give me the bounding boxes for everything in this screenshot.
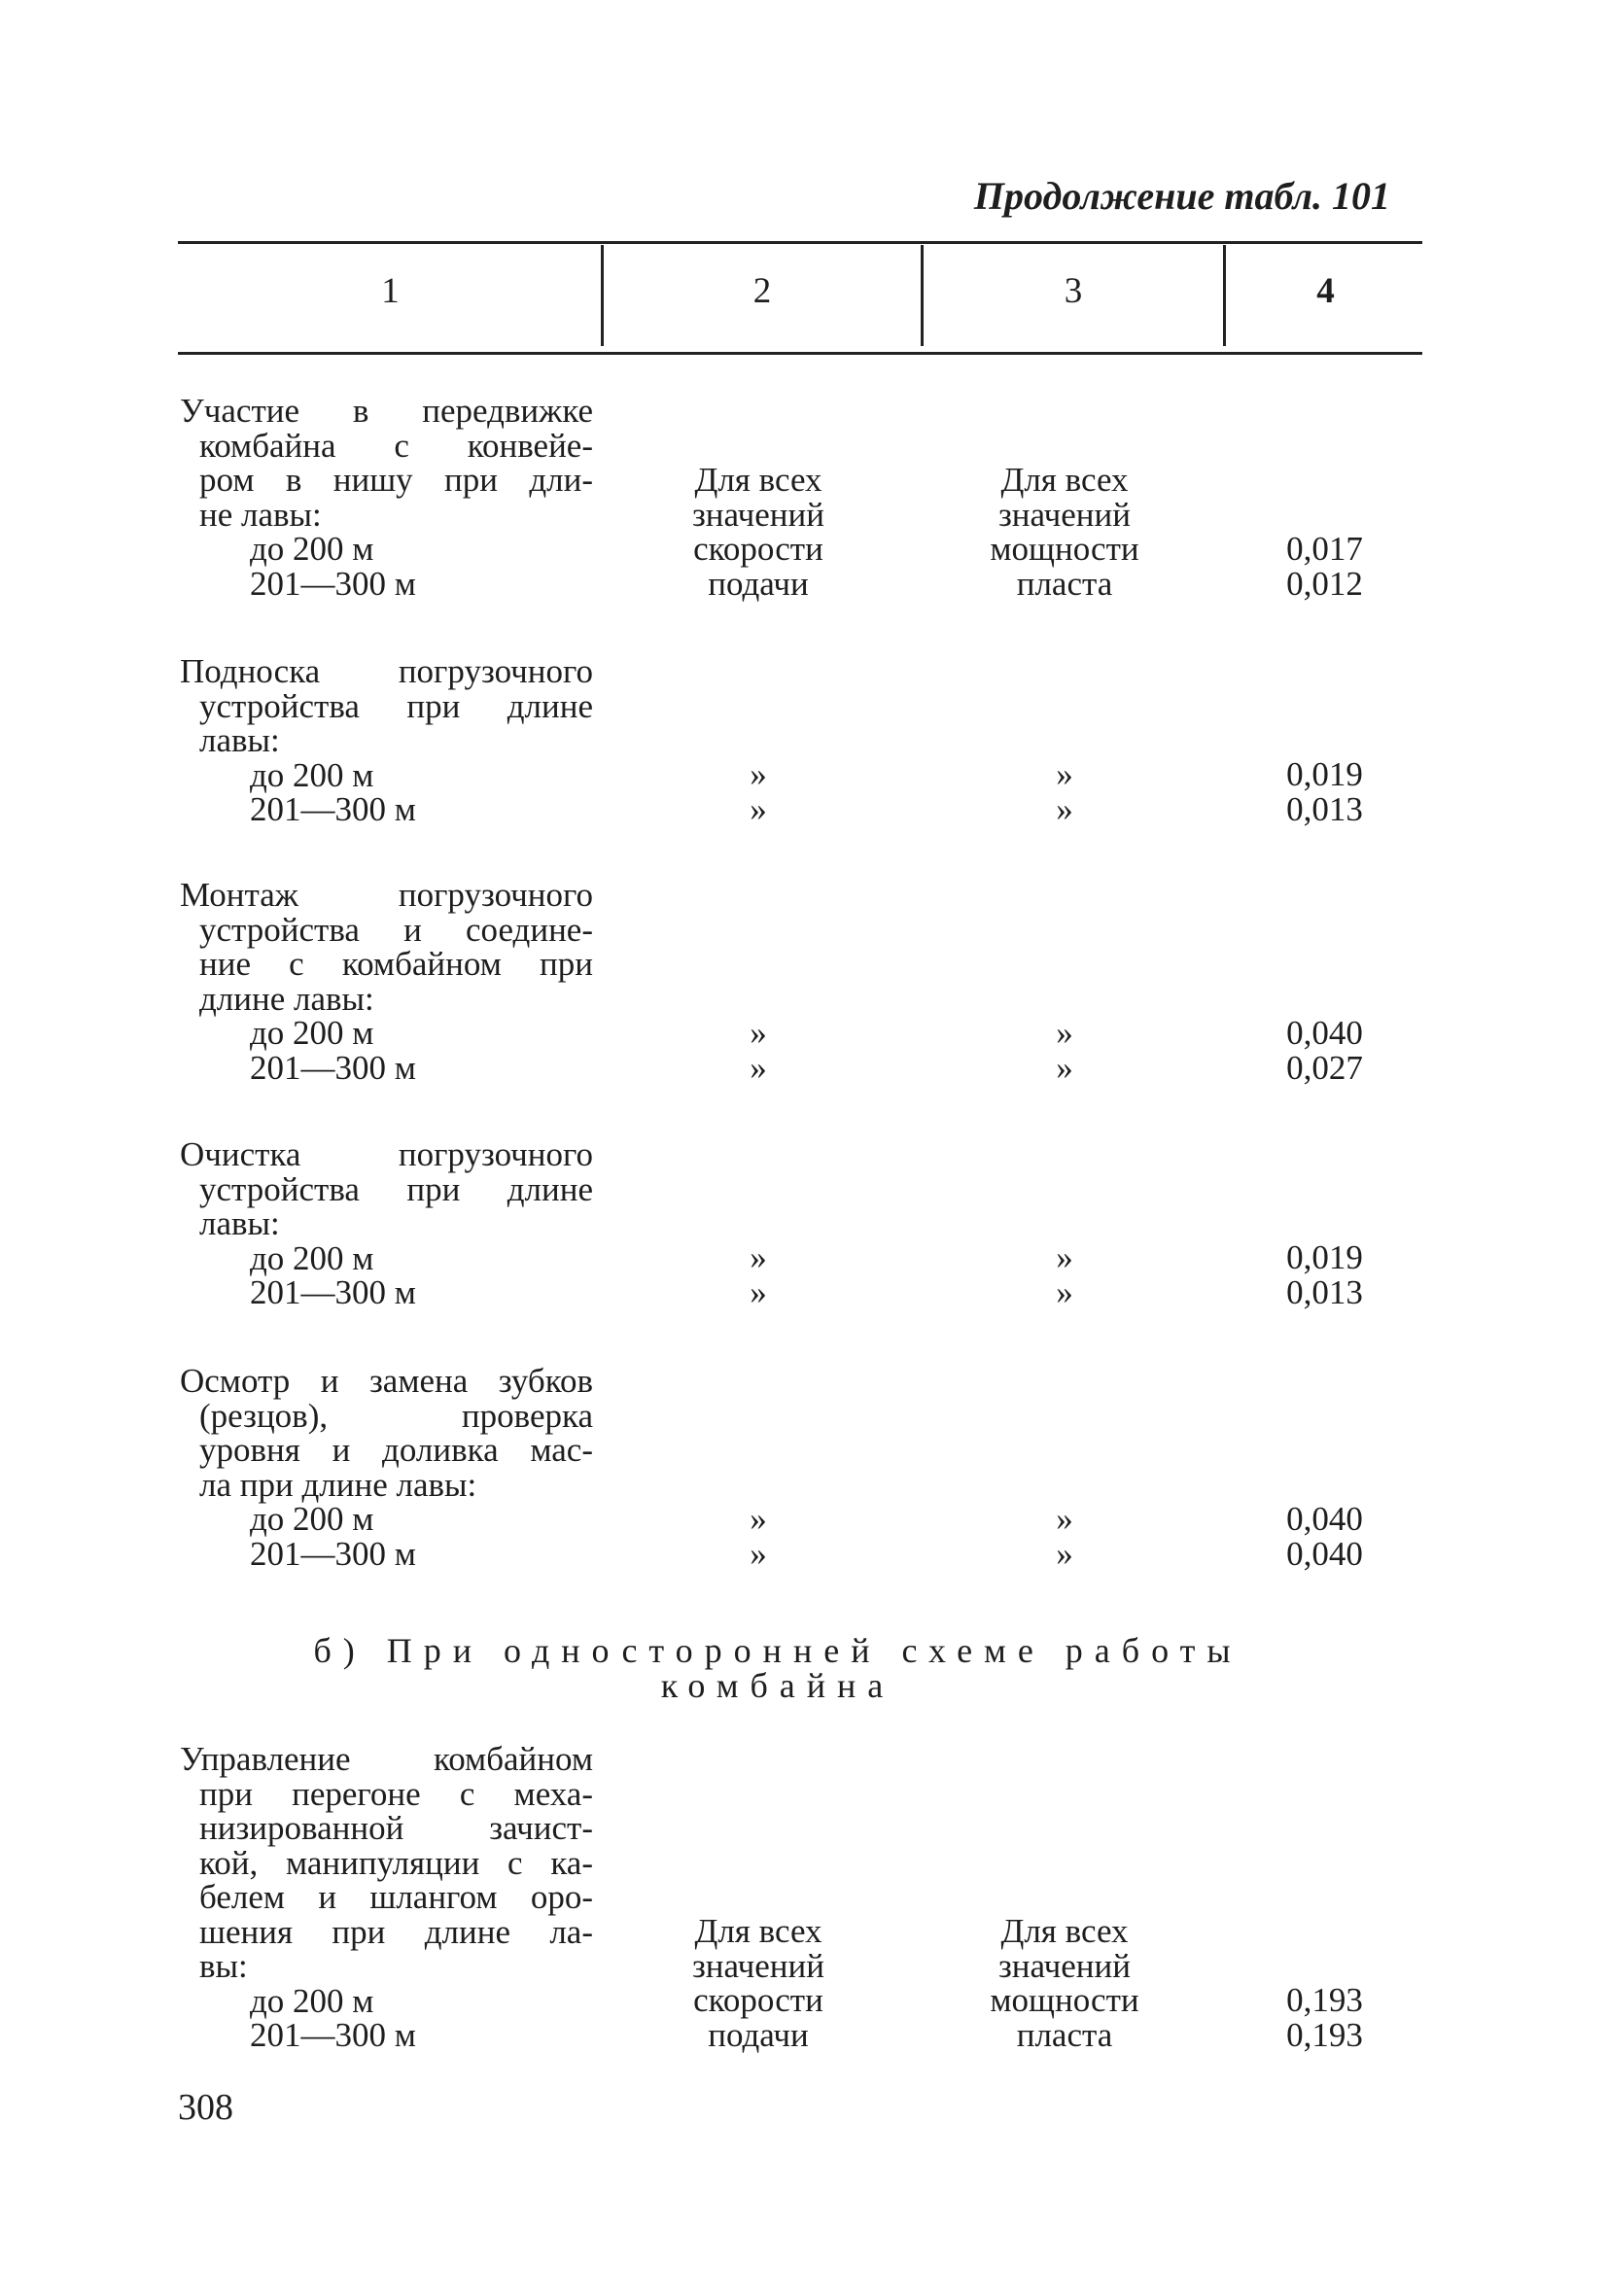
row-col3: » » [1056, 1500, 1073, 1573]
row-description: Осмотр и замена зубков (резцов), проверка уровня и доливка мас- ла при длине лавы: до 200 м 201—300 м [180, 1362, 593, 1573]
row-col3: Для всех значений мощности пласта [990, 1912, 1139, 2054]
row-col3: » » [1056, 1014, 1073, 1087]
section-title-line-2: комбайна [660, 1666, 895, 1705]
section-title-line-1: б) При односторонней схеме работы [313, 1631, 1242, 1670]
row-col2: Для всех значений скорости подачи [691, 461, 825, 603]
page-number: 308 [178, 2087, 233, 2128]
section-title [292, 1633, 1264, 1703]
row-col3: » » [1056, 755, 1073, 828]
header-col-4: 4 [1316, 271, 1335, 311]
row-col2: » » [750, 755, 767, 828]
table-caption: Продолжение табл. 101 [973, 174, 1390, 218]
row-col2: Для всех значений скорости подачи [691, 1912, 825, 2054]
row-col4: 0,040 0,040 [1286, 1500, 1363, 1573]
row-description: Очистка погрузочного устройства при длине лавы: до 200 м 201—300 м [180, 1135, 593, 1311]
row-description: Монтаж погрузочного устройства и соедине- ние с комбайном при длине лавы: до 200 м 201—300 м [180, 876, 593, 1087]
header-col-1: 1 [381, 271, 400, 311]
row-col4: 0,193 0,193 [1286, 1981, 1363, 2054]
header-top-rule [178, 241, 1422, 244]
row-description: Участие в передвижке комбайна с конвейе- ром в нишу при дли- не лавы: до 200 м 201—300 м [180, 392, 593, 603]
header-col-2: 2 [752, 271, 772, 311]
row-col4: 0,019 0,013 [1286, 755, 1363, 828]
row-col4: 0,017 0,012 [1286, 530, 1363, 603]
row-description: Подноска погрузочного устройства при длине лавы: до 200 м 201—300 м [180, 652, 593, 828]
row-col2: » » [750, 1500, 767, 1573]
row-col3: Для всех значений мощности пласта [990, 461, 1139, 603]
row-col2: » » [750, 1238, 767, 1311]
header-col-3: 3 [1064, 271, 1083, 311]
row-description: Управление комбайном при перегоне с меха- низированной зачист- кой, манипуляции с ка- белем и шлангом оро- шения при длине ла- вы: до 200 м 201—300 м [180, 1740, 593, 2054]
row-col3: » » [1056, 1238, 1073, 1311]
row-col4: 0,040 0,027 [1286, 1014, 1363, 1087]
row-col2: » » [750, 1014, 767, 1087]
header-bottom-rule [178, 352, 1422, 355]
row-col4: 0,019 0,013 [1286, 1238, 1363, 1311]
